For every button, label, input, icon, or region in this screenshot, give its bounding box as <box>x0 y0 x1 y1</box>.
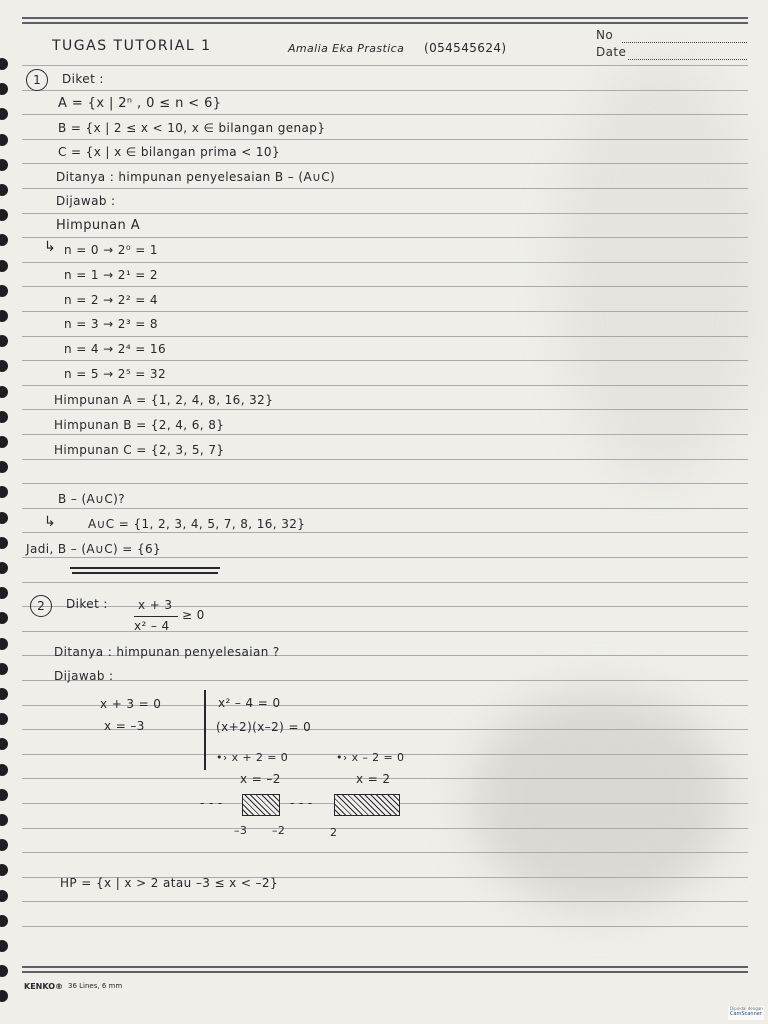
p2-ditanya: Ditanya : himpunan penyelesaian ? <box>54 645 280 659</box>
p2-right-eq-2: (x+2)(x–2) = 0 <box>216 720 312 734</box>
scanner-name: CamScanner <box>730 1011 762 1017</box>
p2-dijawab: Dijawab : <box>54 669 114 683</box>
p1-set-a: A = {x | 2ⁿ , 0 ≤ n < 6} <box>58 96 222 111</box>
p2-solution-set: HP = {x | x > 2 atau –3 ≤ x < –2} <box>60 876 278 890</box>
p1-step: n = 5 → 2⁵ = 32 <box>64 367 167 381</box>
p2-diket: Diket : <box>66 597 108 611</box>
p1-step: n = 0 → 2⁰ = 1 <box>64 243 158 257</box>
p1-step: n = 3 → 2³ = 8 <box>64 317 158 332</box>
p1-step: n = 1 → 2¹ = 2 <box>64 267 158 282</box>
p1-question: B – (A∪C)? <box>58 492 125 506</box>
student-name: Amalia Eka Prastica <box>288 42 405 55</box>
hatched-interval <box>242 794 280 816</box>
arrow-icon: ↳ <box>44 239 57 255</box>
scanner-caption: Dipindai dengan <box>730 1006 763 1011</box>
hatched-interval <box>334 794 400 816</box>
p1-conclusion: Jadi, B – (A∪C) = {6} <box>26 542 162 556</box>
p1-ditanya: Ditanya : himpunan penyelesaian B – (A∪C) <box>56 170 336 184</box>
p2-right-eq-4: •› x – 2 = 0 <box>336 751 405 764</box>
p2-left-eq-2: x = –3 <box>104 719 145 733</box>
fraction-bar <box>134 616 178 617</box>
p1-result-b: Himpunan B = {2, 4, 6, 8} <box>54 418 225 432</box>
p1-result-c: Himpunan C = {2, 3, 5, 7} <box>54 443 225 457</box>
p1-union: A∪C = {1, 2, 3, 4, 5, 7, 8, 16, 32} <box>88 517 306 531</box>
conclusion-underline <box>72 572 218 574</box>
p1-set-c: C = {x | x ∈ bilangan prima < 10} <box>58 145 281 159</box>
conclusion-underline <box>70 567 220 569</box>
assignment-title: TUGAS TUTORIAL 1 <box>52 38 212 54</box>
p2-left-eq-1: x + 3 = 0 <box>100 697 162 711</box>
number-line-dash: - - - <box>200 796 223 810</box>
notebook-line-spec: 36 Lines, 6 mm <box>68 982 123 990</box>
problem-2-number: 2 <box>30 595 52 617</box>
p2-right-eq-3: •› x + 2 = 0 <box>216 751 289 764</box>
number-line-dash: - - - <box>290 796 313 810</box>
p2-right-eq-6: x = 2 <box>356 772 391 786</box>
date-label: Date <box>596 45 627 59</box>
p2-numerator: x + 3 <box>138 598 173 612</box>
number-line-label: –3 <box>234 824 248 837</box>
notebook-brand: KENKO® <box>24 982 63 991</box>
no-label: No <box>596 28 614 42</box>
number-line-label: –2 <box>272 824 286 837</box>
p2-right-eq-1: x² – 4 = 0 <box>218 696 281 710</box>
p2-inequality: ≥ 0 <box>182 608 205 622</box>
student-id: (054545624) <box>424 41 507 55</box>
p1-set-b: B = {x | 2 ≤ x < 10, x ∈ bilangan genap} <box>58 121 326 135</box>
p2-right-eq-5: x = –2 <box>240 772 281 786</box>
scanner-badge <box>728 1006 764 1020</box>
number-line-label: 2 <box>330 826 338 839</box>
p2-denominator: x² – 4 <box>134 619 170 633</box>
arrow-icon: ↳ <box>44 514 57 530</box>
p1-diket: Diket : <box>62 72 104 86</box>
p1-result-a: Himpunan A = {1, 2, 4, 8, 16, 32} <box>54 393 274 407</box>
p1-step: n = 4 → 2⁴ = 16 <box>64 342 167 357</box>
p1-step: n = 2 → 2² = 4 <box>64 292 158 307</box>
problem-1-number: 1 <box>26 69 48 91</box>
p1-himpunan-a-heading: Himpunan A <box>56 218 141 233</box>
p1-dijawab: Dijawab : <box>56 194 116 208</box>
column-divider <box>204 690 206 770</box>
